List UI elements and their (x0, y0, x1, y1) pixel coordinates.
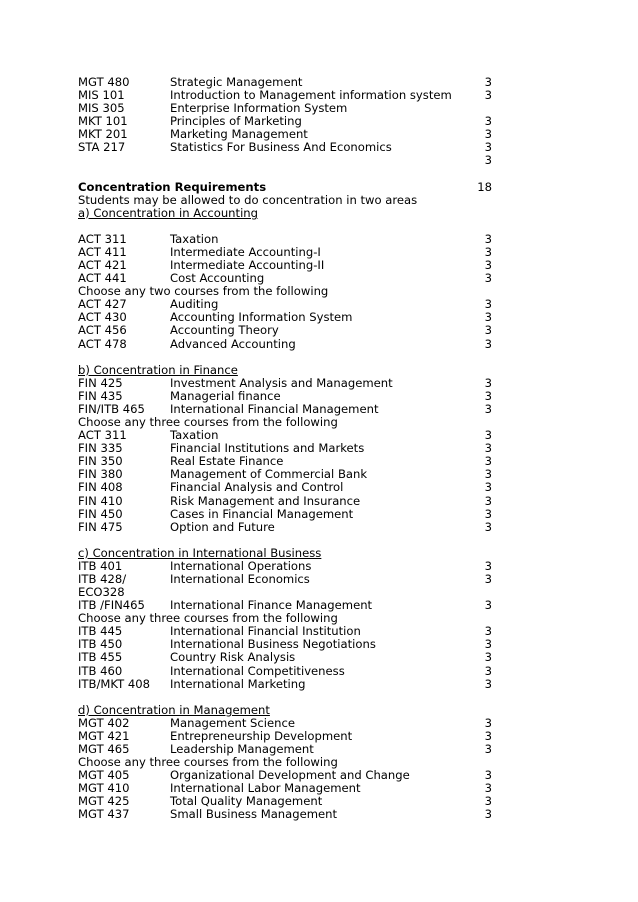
course-credit: 3 (484, 768, 492, 783)
choose-note-row (78, 416, 494, 429)
course-code: ECO328 (78, 585, 125, 600)
course-title: Advanced Accounting (170, 336, 296, 351)
course-row (78, 154, 494, 167)
spacer (78, 220, 494, 233)
course-code: ITB 450 (78, 637, 123, 652)
course-title: International Business Negotiations (170, 637, 376, 652)
course-title: Option and Future (170, 519, 275, 534)
course-title: Management Science (170, 715, 296, 730)
course-credit: 3 (484, 310, 492, 325)
course-credit: 3 (484, 598, 492, 613)
course-credit: 3 (484, 401, 492, 416)
course-credit: 3 (484, 454, 492, 469)
spacer (78, 534, 494, 547)
course-title: Taxation (170, 428, 219, 443)
course-credit: 3 (484, 728, 492, 743)
course-code: MGT 410 (78, 781, 130, 796)
international-required-list (78, 560, 494, 612)
accounting-required-list (78, 233, 494, 285)
course-row (78, 495, 494, 508)
course-code: MGT 421 (78, 728, 130, 743)
course-row (78, 390, 494, 403)
choose-note: Choose any three courses from the following (78, 611, 338, 626)
course-title: International Finance Management (170, 598, 373, 613)
section-heading-row (78, 704, 494, 717)
course-credit: 3 (484, 388, 492, 403)
course-credit: 3 (484, 428, 492, 443)
accounting-elective-list (78, 298, 494, 350)
choose-note: Choose any three courses from the following (78, 415, 338, 430)
international-elective-list (78, 625, 494, 690)
course-row (78, 717, 494, 730)
course-title: International Economics (170, 571, 310, 586)
section-heading-row (78, 547, 494, 560)
choose-note: Choose any three courses from the following (78, 755, 338, 770)
course-title: International Competitiveness (170, 663, 345, 678)
course-row (78, 651, 494, 664)
management-required-list (78, 717, 494, 756)
choose-note-row (78, 285, 494, 298)
course-row (78, 311, 494, 324)
course-credit: 3 (484, 375, 492, 390)
course-code: FIN 408 (78, 480, 123, 495)
course-title: Small Business Management (170, 807, 338, 822)
course-row (78, 481, 494, 494)
international-heading: c) Concentration in International Business (78, 545, 322, 560)
course-title: Investment Analysis and Management (170, 375, 393, 390)
course-credit: 3 (484, 245, 492, 260)
course-title: Organizational Development and Change (170, 768, 410, 783)
course-title: Total Quality Management (170, 794, 323, 809)
course-code: ACT 441 (78, 271, 127, 286)
section-heading-row (78, 364, 494, 377)
course-code: ITB /FIN465 (78, 598, 145, 613)
course-row (78, 508, 494, 521)
course-code: MGT 425 (78, 794, 130, 809)
section-heading-row (78, 207, 494, 220)
course-credit: 3 (484, 794, 492, 809)
finance-required-list (78, 377, 494, 416)
course-code: FIN 425 (78, 375, 123, 390)
course-row (78, 141, 494, 154)
course-code: ACT 456 (78, 323, 127, 338)
course-row (78, 521, 494, 534)
course-code: ACT 411 (78, 245, 127, 260)
course-title: Financial Institutions and Markets (170, 441, 365, 456)
course-row (78, 324, 494, 337)
course-code: FIN 350 (78, 454, 123, 469)
course-code: ITB 401 (78, 558, 123, 573)
course-code: ACT 311 (78, 231, 127, 246)
spacer (78, 351, 494, 364)
course-title: Principles of Marketing (170, 114, 302, 129)
course-code: MGT 405 (78, 768, 130, 783)
course-credit: 3 (484, 637, 492, 652)
core-course-list (78, 76, 494, 168)
course-credit: 3 (484, 650, 492, 665)
course-code: ACT 311 (78, 428, 127, 443)
course-credit: 3 (484, 807, 492, 822)
course-code: MIS 101 (78, 88, 125, 103)
concentration-heading-row (78, 181, 494, 194)
course-row (78, 259, 494, 272)
course-title: Accounting Information System (170, 310, 353, 325)
spacer (78, 168, 494, 181)
course-title: Intermediate Accounting-I (170, 245, 321, 260)
course-row (78, 808, 494, 821)
course-credit: 3 (484, 297, 492, 312)
course-row (78, 442, 494, 455)
course-title: International Operations (170, 558, 312, 573)
course-title: Accounting Theory (170, 323, 279, 338)
course-code: ITB 455 (78, 650, 123, 665)
course-code: FIN 450 (78, 506, 123, 521)
course-credit: 3 (484, 441, 492, 456)
course-credit: 3 (484, 506, 492, 521)
course-credit: 3 (484, 231, 492, 246)
course-credit: 3 (484, 88, 492, 103)
course-code: ITB 428/ (78, 571, 127, 586)
course-code: ITB/MKT 408 (78, 676, 150, 691)
course-code: FIN 410 (78, 493, 123, 508)
course-credit: 3 (484, 323, 492, 338)
course-credit: 3 (484, 480, 492, 495)
course-code: ACT 427 (78, 297, 127, 312)
course-credit: 3 (484, 153, 492, 168)
course-code: MGT 480 (78, 75, 130, 89)
course-credit: 3 (484, 663, 492, 678)
course-credit: 3 (484, 571, 492, 586)
course-title: International Marketing (170, 676, 306, 691)
course-credit: 3 (484, 558, 492, 573)
course-credit: 3 (484, 258, 492, 273)
course-code: ACT 421 (78, 258, 127, 273)
course-credit: 3 (484, 114, 492, 129)
course-code: FIN 475 (78, 519, 123, 534)
course-title: Intermediate Accounting-II (170, 258, 325, 273)
finance-elective-list (78, 429, 494, 534)
course-code: FIN 335 (78, 441, 123, 456)
course-credit: 3 (484, 676, 492, 691)
course-credit: 3 (484, 75, 492, 89)
course-credit: 3 (484, 741, 492, 756)
course-credit: 3 (484, 493, 492, 508)
course-row (78, 678, 494, 691)
course-title: Management of Commercial Bank (170, 467, 368, 482)
management-heading: d) Concentration in Management (78, 702, 270, 717)
course-title: International Financial Management (170, 401, 379, 416)
course-title: Real Estate Finance (170, 454, 284, 469)
course-title: International Financial Institution (170, 624, 361, 639)
course-code: MKT 101 (78, 114, 128, 129)
accounting-heading: a) Concentration in Accounting (78, 205, 259, 220)
course-code: ACT 430 (78, 310, 127, 325)
course-row (78, 573, 494, 586)
course-row (78, 338, 494, 351)
course-title: Leadership Management (170, 741, 314, 756)
course-credit: 3 (484, 781, 492, 796)
spacer (78, 691, 494, 704)
course-code: FIN 435 (78, 388, 123, 403)
course-credit: 3 (484, 715, 492, 730)
course-credit: 3 (484, 140, 492, 155)
course-code: STA 217 (78, 140, 126, 155)
course-title: Managerial finance (170, 388, 281, 403)
course-code: MGT 437 (78, 807, 130, 822)
course-code: FIN/ITB 465 (78, 401, 145, 416)
course-title: Entrepreneurship Development (170, 728, 353, 743)
course-code: ACT 478 (78, 336, 127, 351)
course-row (78, 665, 494, 678)
course-credit: 3 (484, 271, 492, 286)
document-page (78, 76, 494, 821)
course-code: FIN 380 (78, 467, 123, 482)
management-elective-list (78, 769, 494, 821)
course-title: Cases in Financial Management (170, 506, 354, 521)
course-title: Marketing Management (170, 127, 308, 142)
concentration-note-row (78, 194, 494, 207)
course-code: ITB 460 (78, 663, 123, 678)
course-code: ITB 445 (78, 624, 123, 639)
concentration-note: Students may be allowed to do concentration in two areas (78, 192, 418, 207)
finance-heading: b) Concentration in Finance (78, 362, 238, 377)
course-credit: 3 (484, 336, 492, 351)
course-title: Auditing (170, 297, 219, 312)
course-title: Enterprise Information System (170, 101, 348, 116)
course-title: Risk Management and Insurance (170, 493, 361, 508)
course-row (78, 560, 494, 573)
course-title: Strategic Management (170, 75, 303, 89)
course-row (78, 377, 494, 390)
course-credit: 3 (484, 127, 492, 142)
course-title: Introduction to Management information system (170, 88, 452, 103)
course-title: Statistics For Business And Economics (170, 140, 392, 155)
course-credit: 3 (484, 467, 492, 482)
course-title: Country Risk Analysis (170, 650, 296, 665)
course-code: MGT 402 (78, 715, 130, 730)
choose-note: Choose any two courses from the following (78, 284, 329, 299)
concentration-credits: 18 (477, 179, 492, 194)
course-title: International Labor Management (170, 781, 361, 796)
course-title: Taxation (170, 231, 219, 246)
course-title: Cost Accounting (170, 271, 265, 286)
course-code: MIS 305 (78, 101, 125, 116)
course-code: MGT 465 (78, 741, 130, 756)
course-code: MKT 201 (78, 127, 128, 142)
course-title: Financial Analysis and Control (170, 480, 344, 495)
concentration-heading: Concentration Requirements (78, 179, 267, 194)
course-credit: 3 (484, 519, 492, 534)
course-credit: 3 (484, 624, 492, 639)
